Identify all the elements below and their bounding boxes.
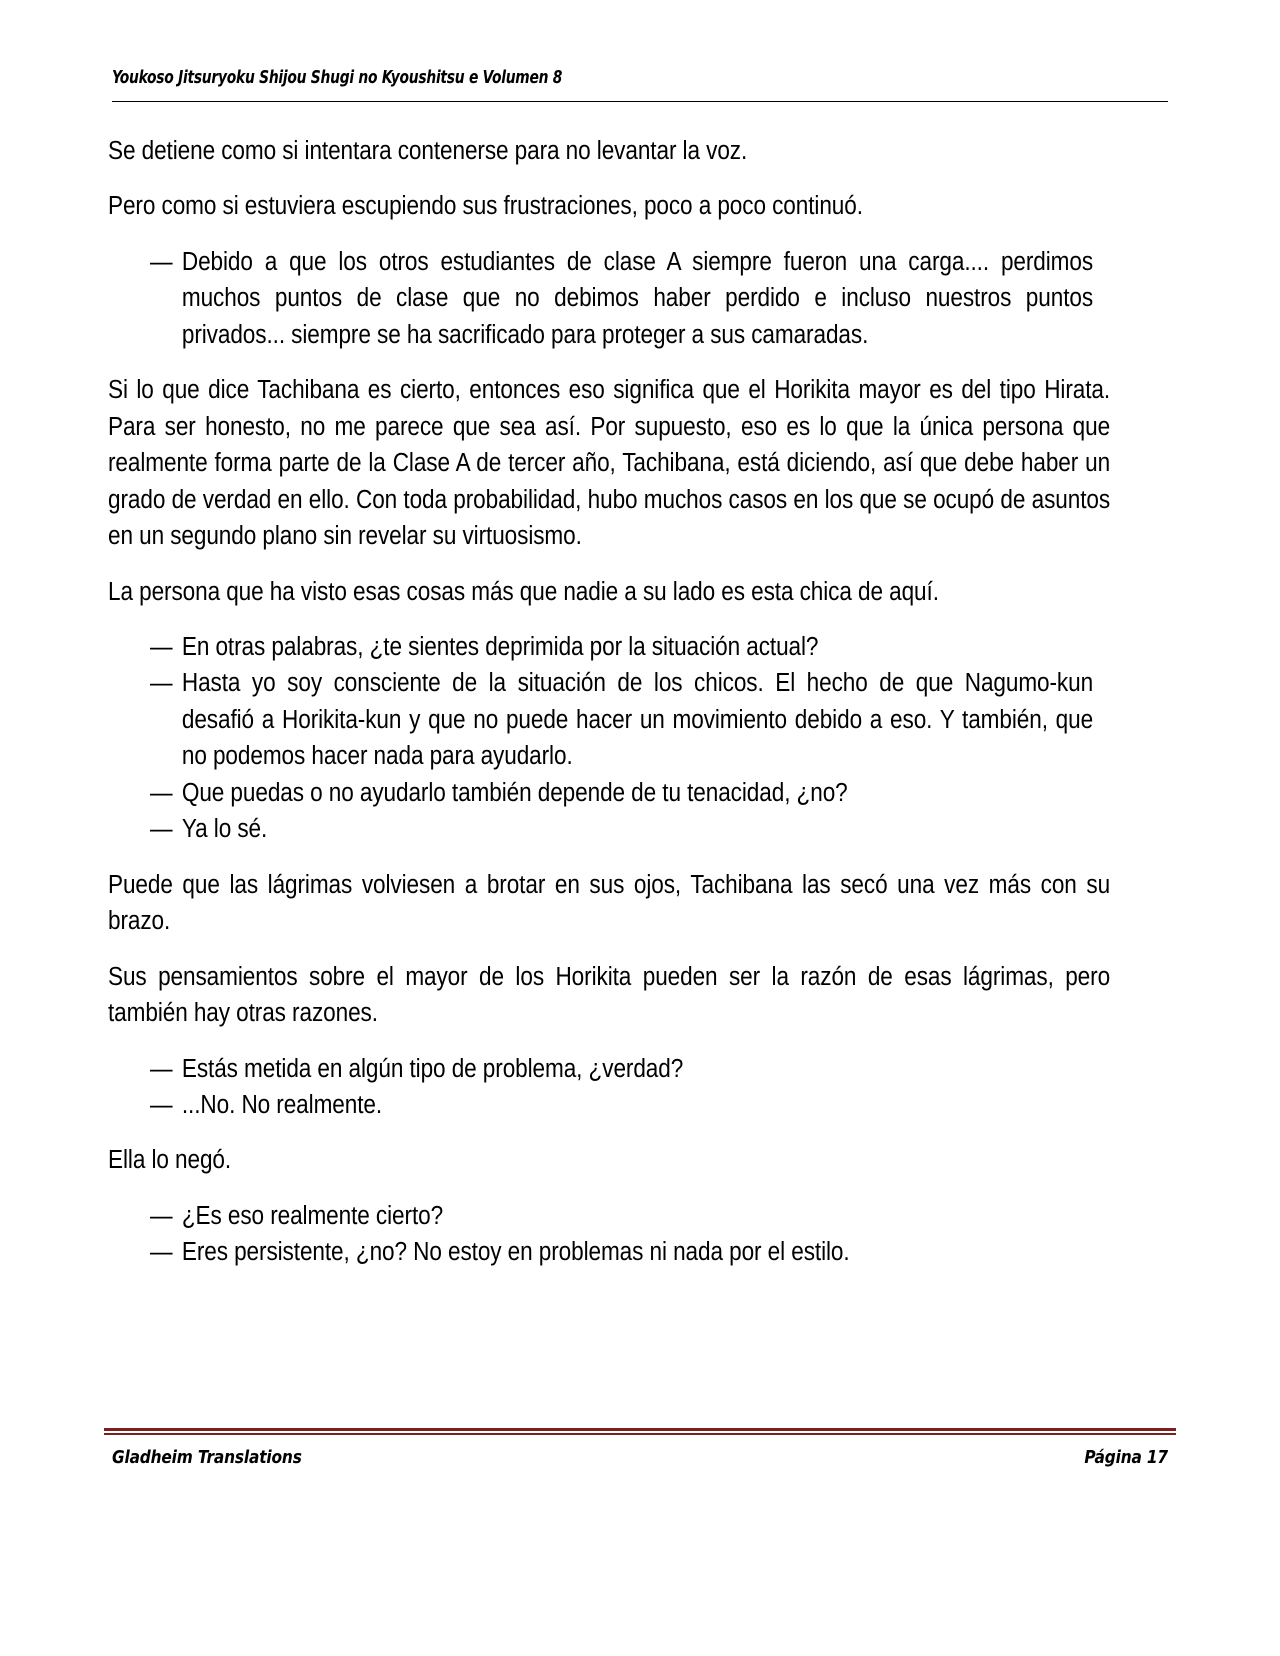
paragraph-7: Ella lo negó. (108, 1146, 232, 1175)
dialogue-text: Hasta yo soy consciente de la situación de los chicos. El hecho de que Nagumo-kun desafió a Horikita-kun y que no puede hacer un movimiento debido a eso. Y también, que no podemos hacer nada para ayudarlo. (181, 669, 1094, 771)
dialogue-text: Eres persistente, ¿no? No estoy en problemas ni nada por el estilo. (181, 1238, 850, 1267)
paragraph-4: La persona que ha visto esas cosas más que nadie a su lado es esta chica de aquí. (108, 577, 939, 606)
dialogue-text: ¿Es eso realmente cierto? (181, 1201, 444, 1230)
page-footer (112, 1448, 1168, 1468)
dialogue-line (150, 665, 1093, 774)
dialogue-line (150, 1087, 1093, 1123)
dialogue-text: Debido a que los otros estudiantes de clase A siempre fueron una carga.... perdimos muchos puntos de clase que no debimos haber perdido e incluso nuestros puntos privados... siempre se ha sacrificado para proteger a sus camaradas. (181, 247, 1094, 349)
em-dash-marker: — (150, 1090, 173, 1119)
dialogue-line (150, 629, 1093, 665)
em-dash-marker: — (150, 1238, 173, 1267)
footer-divider-thin (104, 1433, 1176, 1435)
paragraph-6: Sus pensamientos sobre el mayor de los Horikita pueden ser la razón de esas lágrimas, pero también hay otras razones. (108, 962, 1111, 1028)
em-dash-marker: — (150, 778, 173, 807)
page-header (112, 68, 1168, 89)
dialogue-text: Estás metida en algún tipo de problema, ¿verdad? (181, 1054, 684, 1083)
page-body (108, 133, 1110, 1290)
dialogue-text: Que puedas o no ayudarlo también depende de tu tenacidad, ¿no? (181, 778, 848, 807)
translation-group-credit: Gladheim Translations (112, 1448, 302, 1468)
em-dash-marker: — (150, 1201, 173, 1230)
footer-divider (104, 1428, 1176, 1435)
dialogue-line (150, 244, 1093, 353)
paragraph-1: Se detiene como si intentara contenerse para no levantar la voz. (108, 137, 748, 165)
header-divider (112, 101, 1168, 102)
em-dash-marker: — (150, 632, 173, 661)
paragraph-3: Si lo que dice Tachibana es cierto, entonces eso significa que el Horikita mayor es del tipo Hirata. Para ser honesto, no me parece que sea así. Por supuesto, eso es lo que la única persona que realmente forma parte de la Clase A de tercer año, Tachibana, está diciendo, así que debe haber un grado de verdad en ello. Con toda probabilidad, hubo muchos casos en los que se ocupó de asuntos en un segundo plano sin revelar su virtuosismo. (108, 376, 1111, 551)
em-dash-marker: — (150, 247, 173, 276)
dialogue-block-1 (108, 244, 1110, 353)
paragraph-5: Puede que las lágrimas volviesen a brotar en sus ojos, Tachibana las secó una vez más con su brazo. (108, 870, 1111, 936)
dialogue-line (150, 1198, 1093, 1234)
em-dash-marker: — (150, 669, 173, 698)
em-dash-marker: — (150, 815, 173, 844)
dialogue-text: Ya lo sé. (181, 815, 268, 844)
book-title: Youkoso Jitsuryoku Shijou Shugi no Kyoushitsu e Volumen 8 (112, 68, 563, 88)
dialogue-line (150, 811, 1093, 847)
paragraph-2: Pero como si estuviera escupiendo sus frustraciones, poco a poco continuó. (108, 192, 863, 221)
page-number: Página 17 (1084, 1448, 1168, 1468)
dialogue-text: En otras palabras, ¿te sientes deprimida por la situación actual? (181, 632, 819, 661)
dialogue-text: ...No. No realmente. (181, 1090, 383, 1119)
em-dash-marker: — (150, 1054, 173, 1083)
dialogue-block-3 (108, 1051, 1110, 1124)
dialogue-block-2 (108, 629, 1110, 848)
dialogue-line (150, 1051, 1093, 1087)
dialogue-line (150, 775, 1093, 811)
dialogue-block-4 (108, 1198, 1110, 1271)
dialogue-line (150, 1234, 1093, 1270)
